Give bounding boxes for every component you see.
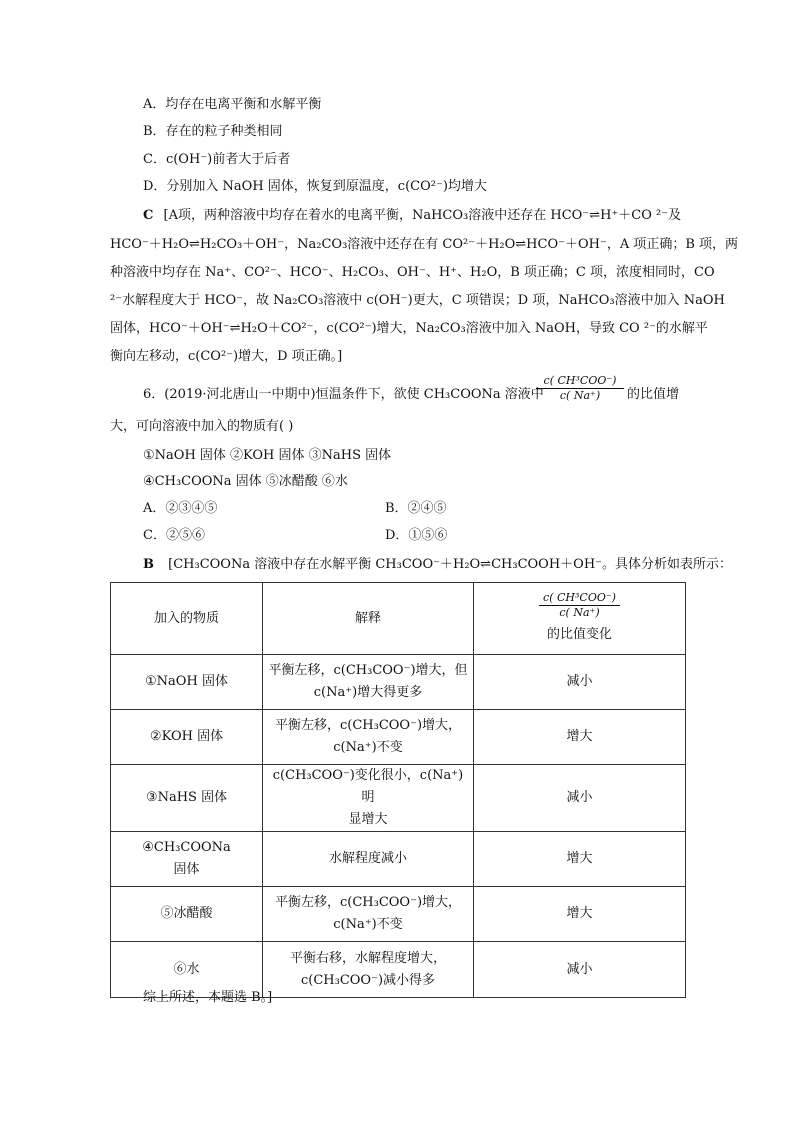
row-substance: ③NaHS 固体 <box>111 765 263 832</box>
answer-q5-line3: 种溶液中均存在 Na⁺、CO²⁻、HCO⁻、H₂CO₃、OH⁻、H⁺、H₂O，B 项正确；C 项，浓度相同时，CO <box>110 265 715 280</box>
row-explanation <box>263 765 474 832</box>
table-row <box>111 765 686 832</box>
answer-q5-letter: C <box>143 208 154 223</box>
header-substance: 加入的物质 <box>111 583 263 655</box>
analysis-table <box>110 582 686 998</box>
table-row <box>111 655 686 710</box>
table-row <box>111 887 686 942</box>
header-explanation: 解释 <box>263 583 474 655</box>
header-fraction-denominator: c( Na⁺) <box>559 606 600 619</box>
row-explanation-line2: 显增大 <box>348 812 388 827</box>
answer-q5-line2: HCO⁻＋H₂O⇌H₂CO₃＋OH⁻，Na₂CO₃溶液中还存在有 CO²⁻＋H₂O⇌HCO⁻＋OH⁻，A 项正确；B 项，两 <box>110 237 739 252</box>
row-explanation-line1: 平衡左移，c(CH₃COO⁻)增大， <box>274 718 462 733</box>
question6-line1-suffix: 的比值增 <box>627 387 680 402</box>
question6-option-d: D．①⑤⑥ <box>385 528 448 543</box>
question6-fraction-numerator: c( CH³COO⁻) <box>536 374 624 389</box>
row-substance <box>111 832 263 887</box>
answer-q5-line4: ²⁻水解程度大于 HCO⁻，故 Na₂CO₃溶液中 c(OH⁻)更大，C 项错误；D 项，NaHCO₃溶液中加入 NaOH <box>110 293 725 308</box>
row-explanation-line2: c(CH₃COO⁻)减小得多 <box>300 972 436 988</box>
answer-q6-text: [CH₃COONa 溶液中存在水解平衡 CH₃COO⁻＋H₂O⇌CH₃COOH＋OH⁻。具体分析如表所示： <box>168 557 733 572</box>
row-substance: ②KOH 固体 <box>111 710 263 765</box>
row-explanation-line1: 平衡左移，c(CH₃COO⁻)增大，但 <box>268 663 468 678</box>
question6-option-a: A．②③④⑤ <box>143 501 218 516</box>
question6-line2: 大，可向溶液中加入的物质有( ) <box>110 419 294 434</box>
row-change: 增大 <box>474 710 686 765</box>
row-explanation <box>263 655 474 710</box>
row-change: 增大 <box>474 832 686 887</box>
conclusion: 综上所述，本题选 B。] <box>143 990 273 1005</box>
row-explanation-line2: c(Na⁺)不变 <box>333 917 403 932</box>
row-explanation-line2: c(Na⁺)不变 <box>333 740 403 755</box>
answer-q5-line6: 衡向左移动，c(CO²⁻)增大，D 项正确。] <box>110 349 343 364</box>
row-substance: ⑤冰醋酸 <box>111 887 263 942</box>
question6-option-c: C．②⑤⑥ <box>143 528 205 543</box>
row-substance: ⑥水 <box>111 942 263 998</box>
answer-q6-line <box>143 556 732 574</box>
row-explanation-line1: 平衡左移，c(CH₃COO⁻)增大， <box>274 895 462 910</box>
header-fraction-numerator: c( CH³COO⁻) <box>539 591 620 606</box>
row-explanation-line1: c(CH₃COO⁻)变化很小，c(Na⁺)明 <box>272 768 464 805</box>
question6-fraction-denominator: c( Na⁺) <box>559 389 601 402</box>
table-row <box>111 832 686 887</box>
question6-items-row1: ①NaOH 固体 ②KOH 固体 ③NaHS 固体 <box>143 448 392 463</box>
header-ratio-fraction <box>539 591 620 620</box>
table-row <box>111 710 686 765</box>
row-substance-line1: ④CH₃COONa <box>142 840 231 855</box>
row-explanation <box>263 710 474 765</box>
question6-items-row2: ④CH₃COONa 固体 ⑤冰醋酸 ⑥水 <box>143 474 348 489</box>
row-change: 减小 <box>474 655 686 710</box>
option-a: A．均存在电离平衡和水解平衡 <box>143 97 322 112</box>
table-header-row <box>111 583 686 655</box>
header-ratio <box>474 583 686 655</box>
question6-line1-prefix: 6．(2019·河北唐山一中期中)恒温条件下，欲使 CH₃COONa 溶液中 <box>143 387 544 402</box>
row-substance: ①NaOH 固体 <box>111 655 263 710</box>
row-explanation: 水解程度减小 <box>263 832 474 887</box>
answer-q5-line1 <box>143 207 681 225</box>
option-c: C．c(OH⁻)前者大于后者 <box>143 152 291 167</box>
answer-q5-line5: 固体，HCO⁻＋OH⁻⇌H₂O＋CO²⁻，c(CO²⁻)增大，Na₂CO₃溶液中加入 NaOH，导致 CO ²⁻的水解平 <box>110 321 708 336</box>
row-explanation <box>263 887 474 942</box>
row-explanation-line2: c(Na⁺)增大得更多 <box>313 685 423 700</box>
question6-fraction <box>536 374 624 403</box>
row-change: 减小 <box>474 765 686 832</box>
answer-q6-letter: B <box>143 557 154 572</box>
option-b: B．存在的粒子种类相同 <box>143 124 283 139</box>
row-change: 减小 <box>474 942 686 998</box>
row-explanation-line1: 平衡右移，水解程度增大， <box>289 950 446 966</box>
option-d: D．分别加入 NaOH 固体，恢复到原温度，c(CO²⁻)均增大 <box>143 179 487 194</box>
row-explanation <box>263 942 474 998</box>
answer-q5-text1: [A项，两种溶液中均存在着水的电离平衡，NaHCO₃溶液中还存在 HCO⁻⇌H⁺＋CO ²⁻及 <box>163 208 682 223</box>
question6-option-b: B．②④⑤ <box>385 501 447 516</box>
row-change: 增大 <box>474 887 686 942</box>
row-substance-line2: 固体 <box>173 862 200 877</box>
header-ratio-label: 的比值变化 <box>546 627 612 642</box>
